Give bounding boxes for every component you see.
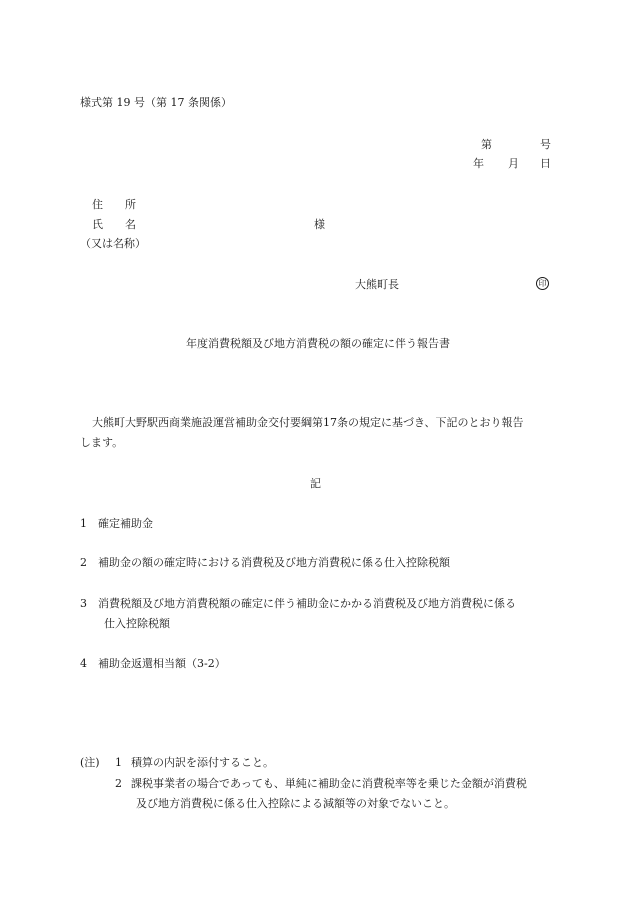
document-title: 年度消費税額及び地方消費税の額の確定に伴う報告書 — [186, 337, 450, 350]
date-month: 月 — [508, 157, 519, 170]
date-year: 年 — [473, 157, 484, 170]
doc-number-suffix: 号 — [540, 138, 551, 151]
doc-number-prefix: 第 — [481, 138, 492, 151]
ki-heading: 記 — [310, 477, 321, 490]
item-2-text: 補助金の額の確定時における消費税及び地方消費税に係る仕入控除税額 — [98, 556, 450, 569]
item-2-number: 2 — [80, 556, 87, 569]
body-line-1: 大熊町大野駅西商業施設運営補助金交付要綱第17条の規定に基づき、下記のとおり報告 — [92, 416, 524, 429]
address-label: 住 所 — [92, 198, 136, 211]
issuer-name: 大熊町長 — [355, 278, 399, 291]
item-3-text-cont: 仕入控除税額 — [104, 617, 170, 630]
date-day: 日 — [540, 157, 551, 170]
note-2-number: 2 — [115, 777, 122, 790]
name-label: 氏 名 — [92, 218, 136, 231]
note-1-text: 積算の内訳を添付すること。 — [131, 756, 274, 769]
honorific: 様 — [314, 218, 325, 231]
note-2-text-line-1: 課税事業者の場合であっても、単純に補助金に消費税率等を乗じた金額が消費税 — [131, 777, 527, 790]
seal-mark: 印 — [536, 277, 549, 290]
note-2-text-line-2: 及び地方消費税に係る仕入控除による減額等の対象でないこと。 — [136, 797, 455, 810]
item-3-text: 消費税額及び地方消費税額の確定に伴う補助金にかかる消費税及び地方消費税に係る — [98, 597, 516, 610]
item-4-number: 4 — [80, 657, 87, 670]
item-3-number: 3 — [80, 597, 87, 610]
alt-name-label: （又は名称） — [80, 237, 146, 250]
item-4-text: 補助金返還相当額（3-2） — [98, 657, 226, 670]
note-1-number: 1 — [115, 756, 122, 769]
notes-label: (注) — [80, 756, 100, 769]
item-1-number: 1 — [80, 517, 87, 530]
body-line-2: します。 — [80, 436, 124, 449]
item-1-text: 確定補助金 — [98, 517, 153, 530]
form-number: 様式第 19 号（第 17 条関係） — [80, 96, 232, 109]
